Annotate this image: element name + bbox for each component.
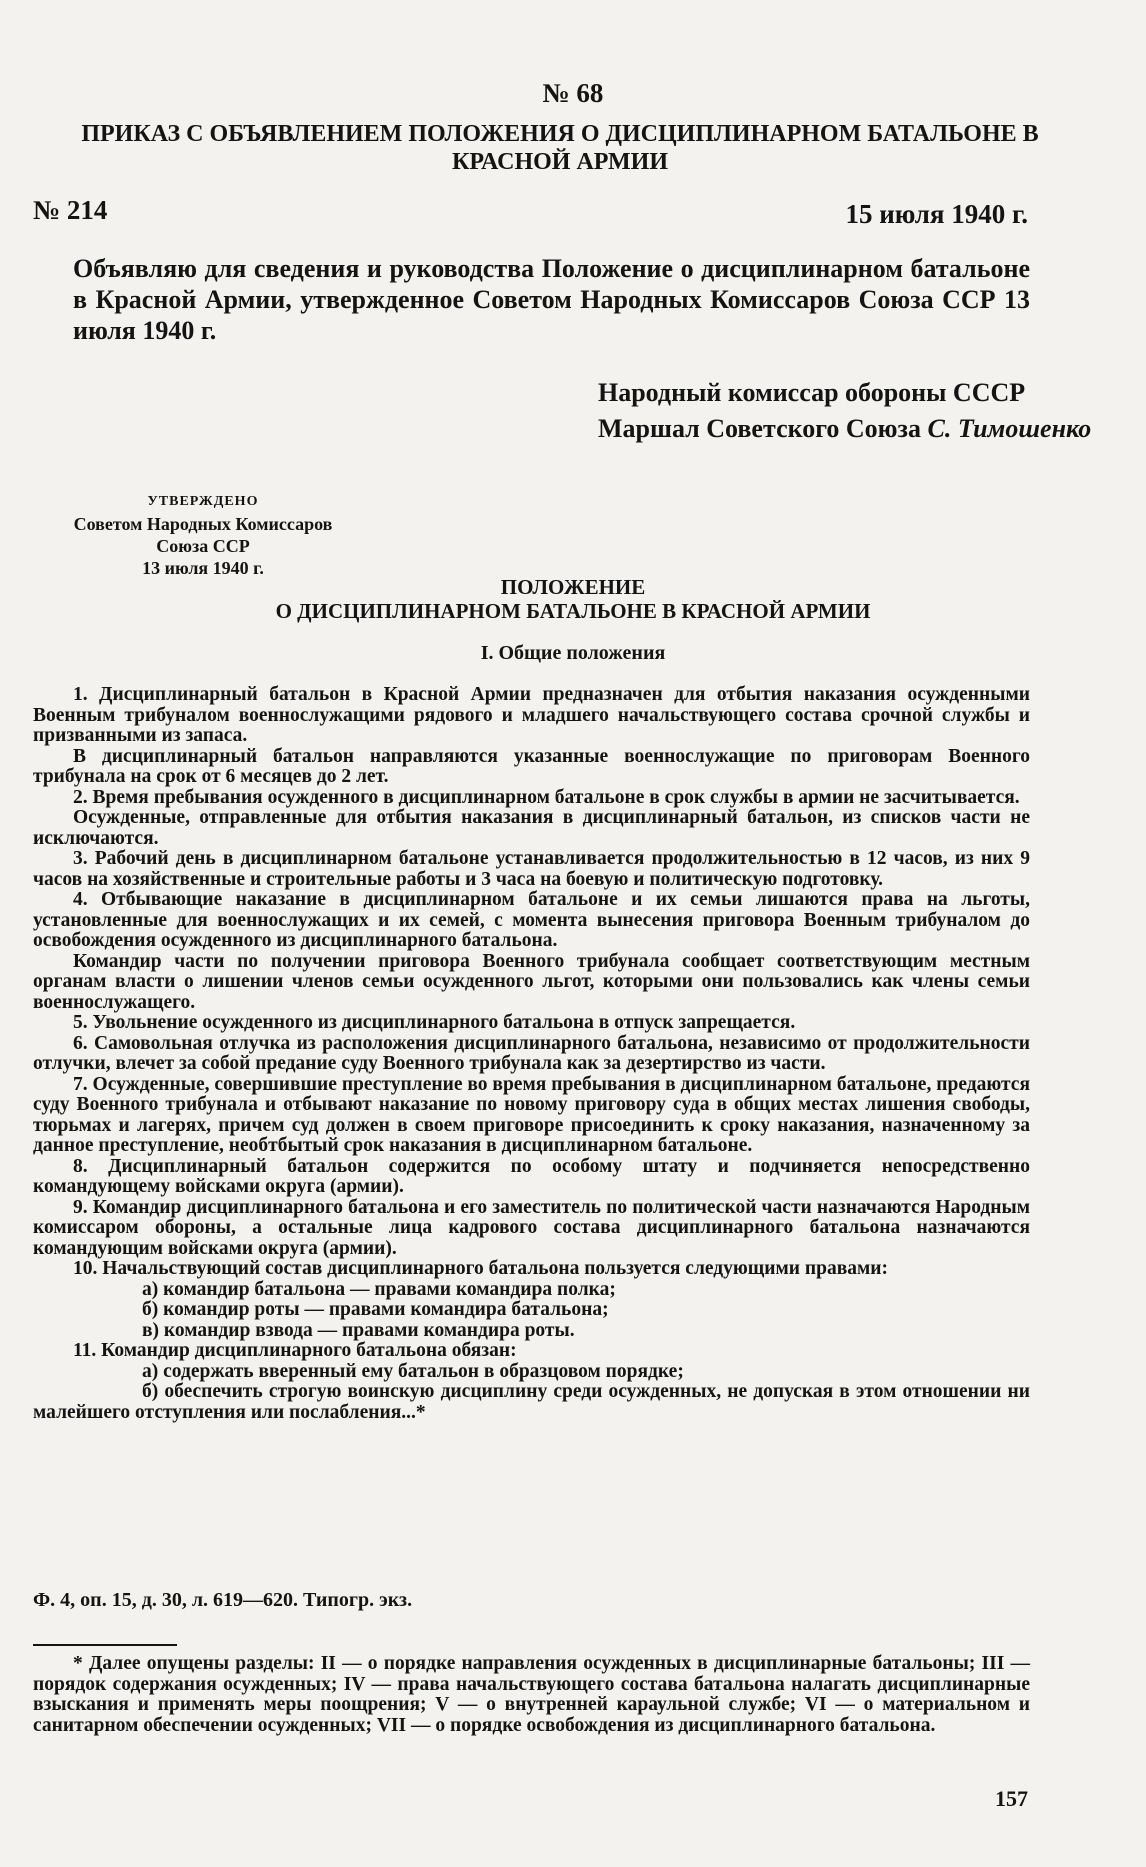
order-text: Объявляю для сведения и руководства Положение о дисциплинарном батальоне в Красной Армии, утвержденное Советом Народных Комиссаров Союза ССР 13 июля 1940 г. <box>73 254 1030 345</box>
rights-item: в) командир взвода — правами командира роты. <box>142 1319 575 1341</box>
paragraph: 2. Время пребывания осужденного в дисциплинарном батальоне в срок службы в армии не засчитывается. <box>73 786 1020 808</box>
paragraph: 1. Дисциплинарный батальон в Красной Армии предназначен для отбытия наказания осужденными Военным трибуналом военнослужащими рядового и младшего начальствующего состава срочной службы и призванными из запаса. <box>33 684 1030 746</box>
regulation-title <box>0 575 1146 623</box>
signature-position: Народный комиссар обороны СССР <box>598 378 1026 407</box>
footnote-divider <box>33 1644 177 1646</box>
paragraph: 11. Командир дисциплинарного батальона обязан: <box>73 1340 517 1361</box>
signature-rank-line <box>598 411 1091 447</box>
document-title: ПРИКАЗ С ОБЪЯВЛЕНИЕМ ПОЛОЖЕНИЯ О ДИСЦИПЛИНАРНОМ БАТАЛЬОНЕ В КРАСНОЙ АРМИИ <box>81 121 1039 175</box>
approval-date: 13 июля 1940 г. <box>142 558 264 578</box>
document-number: № 68 <box>542 78 604 108</box>
paragraph: 7. Осужденные, совершившие преступление во время пребывания в дисциплинарном батальоне, предаются суду Военного трибунала и отбывают наказание по новому приговору суда в общих местах лишения свободы, тюрьмах и лагерях, причем суд должен в своем приговоре присоединить к сроку наказания, назначенному за данное преступление, необтбытый срок наказания в дисциплинарном батальоне. <box>33 1073 1030 1156</box>
page-number: 157 <box>995 1786 1028 1811</box>
duty-item: а) содержать вверенный ему батальон в образцовом порядке; <box>142 1360 684 1382</box>
section-heading: I. Общие положения <box>480 642 666 664</box>
paragraph: 9. Командир дисциплинарного батальона и его заместитель по политической части назначаются Народным комиссаром обороны, а остальные лица кадрового состава дисциплинарного батальона назначаются командующим войсками округа (армии). <box>33 1196 1030 1259</box>
order-date: 15 июля 1940 г. <box>845 199 1028 229</box>
paragraph: Командир части по получении приговора Военного трибунала сообщает соответствующим местным органам власти о лишении членов семьи осужденного льгот, которыми они пользовались как члены семьи военнослужащего. <box>33 950 1030 1013</box>
paragraph: 10. Начальствующий состав дисциплинарного батальона пользуется следующими правами: <box>73 1258 889 1279</box>
approval-stamp <box>33 491 373 579</box>
paragraph: В дисциплинарный батальон направляются указанные военнослужащие по приговорам Военного трибунала на срок от 6 месяцев до 2 лет. <box>33 745 1030 787</box>
signature-block <box>598 375 1091 447</box>
regulation-title-line1: ПОЛОЖЕНИЕ <box>500 575 646 599</box>
approval-country: Союза ССР <box>156 536 250 556</box>
paragraph: 6. Самовольная отлучка из расположения дисциплинарного батальона, независимо от продолжительности отлучки, влечет за собой предание суду Военного трибунала как за дезертирство из части. <box>33 1032 1030 1074</box>
paragraph: 4. Отбывающие наказание в дисциплинарном батальоне и их семьи лишаются права на льготы, установленные для военнослужащих и их семей, с момента вынесения приговора Военным трибуналом до освобождения осужденного из дисциплинарного батальона. <box>33 889 1030 951</box>
regulation-body <box>33 685 1030 1423</box>
regulation-title-line2: О ДИСЦИПЛИНАРНОМ БАТАЛЬОНЕ В КРАСНОЙ АРМИИ <box>275 599 871 623</box>
signature-name: С. Тимошенко <box>927 414 1092 443</box>
paragraph: 8. Дисциплинарный батальон содержится по особому штату и подчиняется непосредственно командующему войсками округа (армии). <box>33 1155 1030 1197</box>
paragraph: 3. Рабочий день в дисциплинарном батальоне устанавливается продолжительностью в 12 часов, из них 9 часов на хозяйственные и строительные работы и 3 часа на боевую и политическую подготовку. <box>33 848 1030 890</box>
archive-reference: Ф. 4, оп. 15, д. 30, л. 619—620. Типогр. экз. <box>33 1589 413 1611</box>
approval-label: УТВЕРЖДЕНО <box>147 494 259 509</box>
approval-body: Советом Народных Комиссаров <box>73 514 333 534</box>
order-number: № 214 <box>33 195 108 225</box>
rights-item: а) командир батальона — правами командира полка; <box>142 1278 616 1300</box>
paragraph: Осужденные, отправленные для отбытия наказания в дисциплинарный батальон, из списков части не исключаются. <box>33 807 1030 849</box>
duty-item: б) обеспечить строгую воинскую дисциплину среди осужденных, не допуская в этом отношении ни малейшего отступления или послабления...* <box>33 1381 1030 1423</box>
paragraph: 5. Увольнение осужденного из дисциплинарного батальона в отпуск запрещается. <box>73 1012 796 1033</box>
signature-rank: Маршал Советского Союза <box>598 414 921 443</box>
footnote: * Далее опущены разделы: II — о порядке направления осужденных в дисциплинарные батальоны; III — порядок содержания осужденных; IV — права начальствующего состава батальона налагать дисциплинарные взыскания и применять меры поощрения; V — о внутренней караульной службе; VI — о материальном и санитарном обеспечении осужденных; VII — о порядке освобождения из дисциплинарного батальона. <box>33 1653 1030 1736</box>
rights-item: б) командир роты — правами командира батальона; <box>142 1299 609 1320</box>
